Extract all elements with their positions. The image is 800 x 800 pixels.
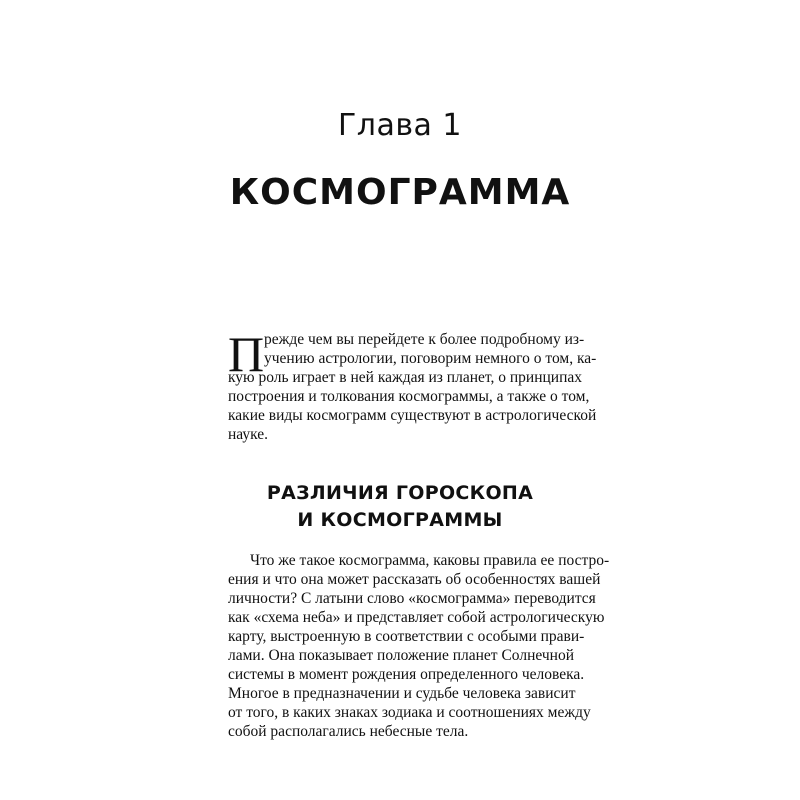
paragraph-line: личности? С латыни слово «космограмма» переводится	[228, 590, 596, 607]
paragraph-line: науке.	[228, 426, 269, 443]
section-heading	[0, 480, 800, 534]
paragraph-line: построения и толкования космограммы, а также о том,	[228, 388, 590, 405]
paragraph-line: учению астрологии, поговорим немного о том, ка-	[264, 350, 597, 367]
paragraph-line: системы в момент рождения определенного человека.	[228, 666, 585, 683]
chapter-label: Глава 1	[337, 108, 463, 143]
paragraph-line: лами. Она показывает положение планет Солнечной	[228, 647, 574, 664]
paragraph-line: режде чем вы перейдете к более подробному из-	[264, 331, 585, 348]
paragraph-line: Что же такое космограмма, каковы правила ее постро-	[250, 552, 610, 569]
chapter-title: КОСМОГРАММА	[229, 172, 571, 213]
paragraph-line: какие виды космограмм существуют в астрологической	[228, 407, 597, 424]
paragraph-line: Многое в предназначении и судьбе человека зависит	[228, 685, 576, 702]
paragraph-line: от того, в каких знаках зодиака и соотношениях между	[228, 704, 591, 721]
drop-cap: П	[228, 326, 265, 382]
paragraph-line: как «схема неба» и представляет собой астрологическую	[228, 609, 605, 626]
paragraph-line: кую роль играет в ней каждая из планет, о принципах	[228, 369, 583, 386]
section-heading-line: И КОСМОГРАММЫ	[297, 509, 503, 531]
section-heading-line: РАЗЛИЧИЯ ГОРОСКОПА	[266, 482, 534, 504]
intro-paragraph	[228, 326, 597, 444]
paragraph-line: карту, выстроенную в соответствии с особыми прави-	[228, 628, 585, 645]
paragraph-line: собой располагались небесные тела.	[228, 723, 469, 740]
body-paragraph	[228, 551, 610, 741]
paragraph-line: ения и что она может рассказать об особенностях вашей	[228, 571, 601, 588]
